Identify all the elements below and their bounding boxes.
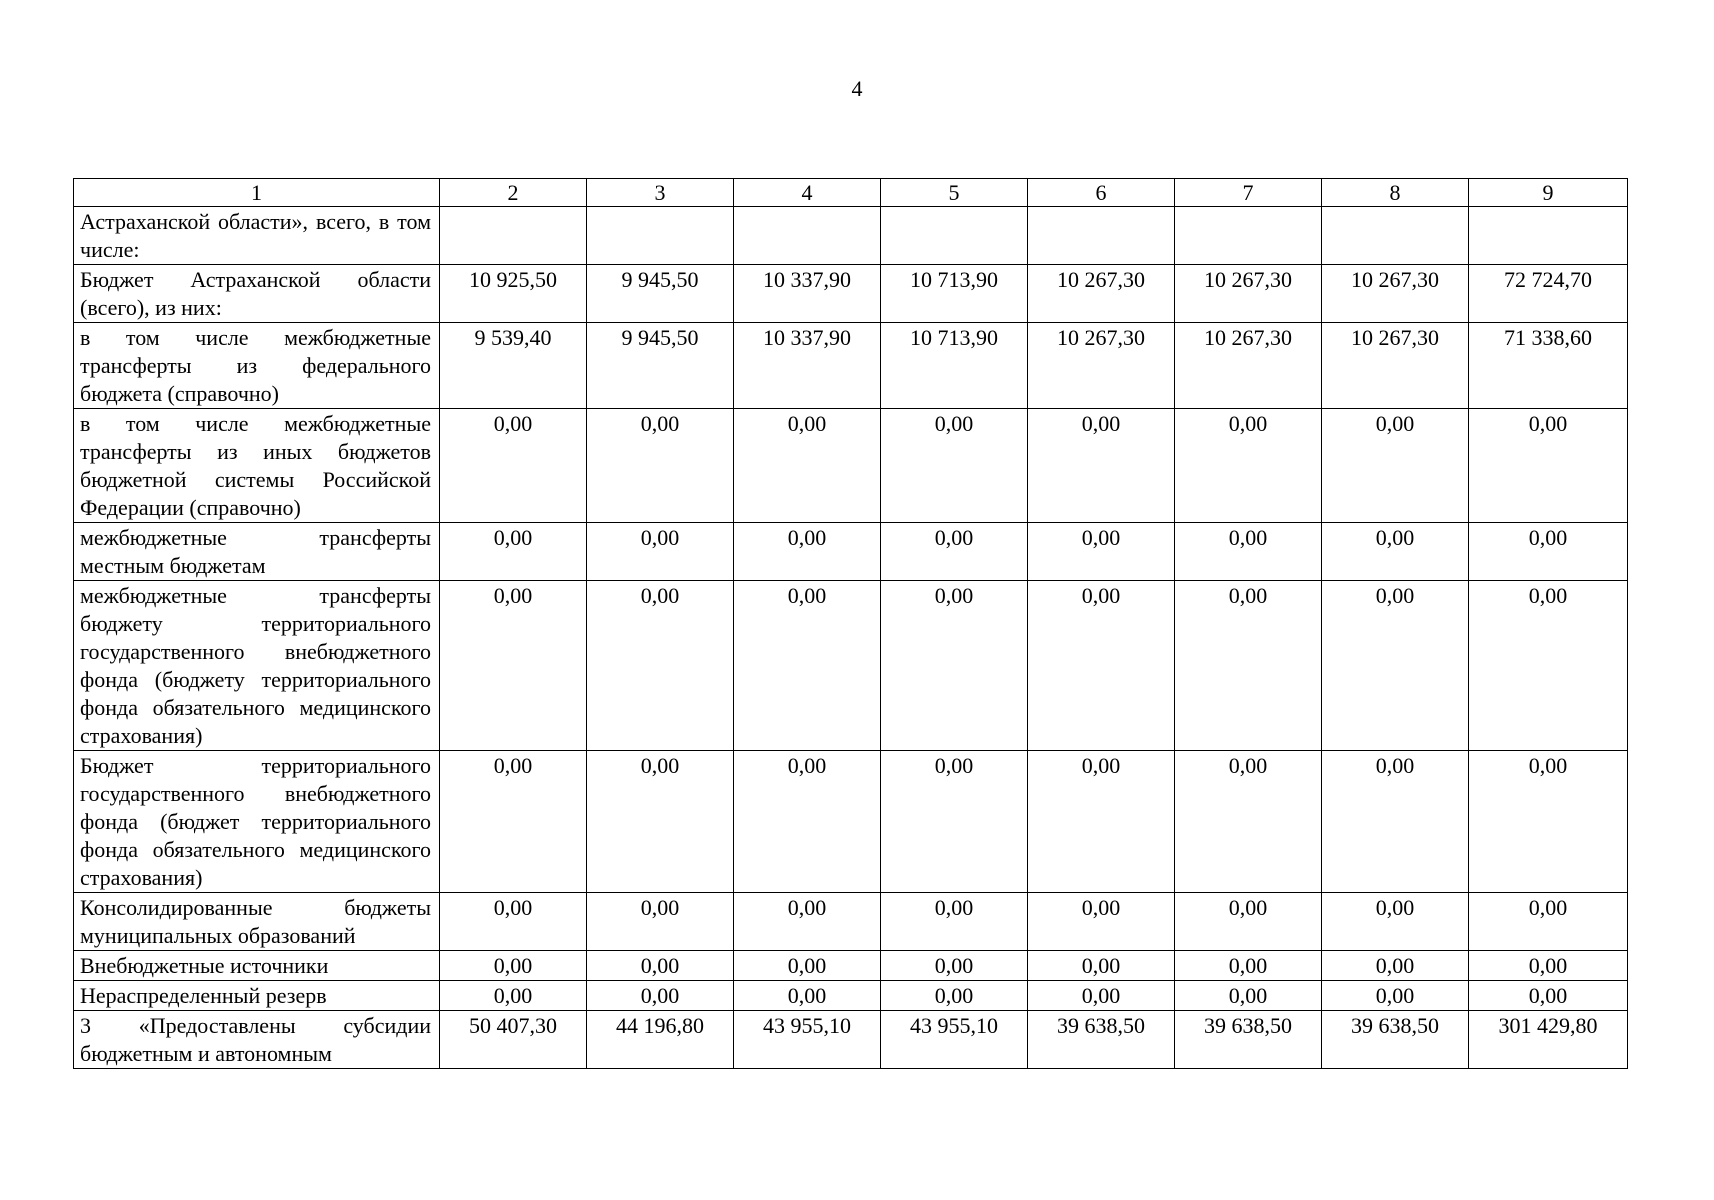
value-cell: 39 638,50	[1028, 1011, 1175, 1069]
value-cell: 0,00	[1322, 409, 1469, 523]
value-cell: 10 267,30	[1322, 265, 1469, 323]
value-cell: 0,00	[1322, 523, 1469, 581]
value-cell: 301 429,80	[1469, 1011, 1628, 1069]
value-cell: 10 267,30	[1028, 323, 1175, 409]
value-cell: 0,00	[1028, 523, 1175, 581]
header-cell: 4	[734, 179, 881, 207]
value-cell	[587, 207, 734, 265]
value-cell: 0,00	[734, 409, 881, 523]
row-label: межбюджетные трансферты местным бюджетам	[74, 523, 440, 581]
value-cell: 0,00	[440, 981, 587, 1011]
value-cell: 0,00	[587, 951, 734, 981]
value-cell: 43 955,10	[734, 1011, 881, 1069]
header-cell: 3	[587, 179, 734, 207]
value-cell: 72 724,70	[1469, 265, 1628, 323]
value-cell: 0,00	[734, 893, 881, 951]
value-cell: 0,00	[440, 409, 587, 523]
value-cell: 10 713,90	[881, 265, 1028, 323]
value-cell: 0,00	[587, 523, 734, 581]
header-cell: 1	[74, 179, 440, 207]
value-cell: 39 638,50	[1175, 1011, 1322, 1069]
value-cell: 50 407,30	[440, 1011, 587, 1069]
table-row	[74, 981, 1628, 1011]
value-cell: 0,00	[734, 981, 881, 1011]
header-cell: 6	[1028, 179, 1175, 207]
value-cell: 10 267,30	[1028, 265, 1175, 323]
value-cell: 0,00	[1469, 951, 1628, 981]
row-label: Внебюджетные источники	[74, 951, 440, 981]
value-cell: 0,00	[1469, 409, 1628, 523]
header-cell: 2	[440, 179, 587, 207]
table-row	[74, 207, 1628, 265]
page-number: 4	[851, 76, 863, 101]
value-cell: 0,00	[440, 751, 587, 893]
value-cell: 0,00	[1175, 951, 1322, 981]
value-cell: 9 945,50	[587, 323, 734, 409]
value-cell: 9 539,40	[440, 323, 587, 409]
value-cell: 0,00	[1469, 581, 1628, 751]
value-cell: 0,00	[1175, 523, 1322, 581]
value-cell: 0,00	[440, 581, 587, 751]
table-row	[74, 523, 1628, 581]
value-cell: 10 267,30	[1322, 323, 1469, 409]
value-cell: 0,00	[1028, 893, 1175, 951]
value-cell: 0,00	[881, 523, 1028, 581]
table-row	[74, 951, 1628, 981]
table-row	[74, 893, 1628, 951]
value-cell: 0,00	[881, 893, 1028, 951]
value-cell: 0,00	[881, 409, 1028, 523]
value-cell: 0,00	[440, 523, 587, 581]
value-cell: 0,00	[1469, 751, 1628, 893]
value-cell: 0,00	[881, 581, 1028, 751]
value-cell: 0,00	[587, 981, 734, 1011]
value-cell: 0,00	[1469, 523, 1628, 581]
row-label: 3 «Предоставлены субсидии бюджетным и автономным	[74, 1011, 440, 1069]
value-cell: 10 337,90	[734, 323, 881, 409]
value-cell	[734, 207, 881, 265]
table-row	[74, 323, 1628, 409]
value-cell: 0,00	[440, 893, 587, 951]
value-cell: 10 713,90	[881, 323, 1028, 409]
table-row	[74, 1011, 1628, 1069]
row-label: в том числе межбюджетные трансферты из федерального бюджета (справочно)	[74, 323, 440, 409]
value-cell: 0,00	[440, 951, 587, 981]
value-cell: 0,00	[1028, 951, 1175, 981]
table-row	[74, 265, 1628, 323]
value-cell: 0,00	[1028, 751, 1175, 893]
value-cell: 0,00	[1175, 893, 1322, 951]
value-cell: 10 267,30	[1175, 323, 1322, 409]
value-cell: 0,00	[1469, 981, 1628, 1011]
value-cell: 0,00	[734, 523, 881, 581]
header-cell: 5	[881, 179, 1028, 207]
value-cell: 0,00	[1028, 409, 1175, 523]
value-cell: 43 955,10	[881, 1011, 1028, 1069]
value-cell: 0,00	[1175, 751, 1322, 893]
value-cell: 0,00	[1469, 893, 1628, 951]
value-cell: 0,00	[587, 581, 734, 751]
value-cell: 0,00	[1028, 581, 1175, 751]
header-cell: 7	[1175, 179, 1322, 207]
value-cell: 0,00	[1175, 581, 1322, 751]
table-row	[74, 409, 1628, 523]
value-cell: 10 925,50	[440, 265, 587, 323]
value-cell: 10 337,90	[734, 265, 881, 323]
row-label: Консолидированные бюджеты муниципальных образований	[74, 893, 440, 951]
value-cell	[1028, 207, 1175, 265]
value-cell	[1322, 207, 1469, 265]
value-cell	[881, 207, 1028, 265]
value-cell	[1175, 207, 1322, 265]
value-cell: 44 196,80	[587, 1011, 734, 1069]
row-label: Нераспределенный резерв	[74, 981, 440, 1011]
value-cell: 0,00	[734, 751, 881, 893]
row-label: Бюджет территориального государственного внебюджетного фонда (бюджет территориального фонда обязательного медицинского страхования)	[74, 751, 440, 893]
value-cell	[1469, 207, 1628, 265]
value-cell: 39 638,50	[1322, 1011, 1469, 1069]
value-cell: 0,00	[1175, 409, 1322, 523]
row-label: Бюджет Астраханской области (всего), из них:	[74, 265, 440, 323]
value-cell: 9 945,50	[587, 265, 734, 323]
value-cell: 0,00	[734, 951, 881, 981]
value-cell: 0,00	[881, 751, 1028, 893]
value-cell: 0,00	[587, 893, 734, 951]
value-cell: 71 338,60	[1469, 323, 1628, 409]
value-cell	[440, 207, 587, 265]
value-cell: 0,00	[1322, 581, 1469, 751]
value-cell: 0,00	[1028, 981, 1175, 1011]
value-cell: 0,00	[587, 409, 734, 523]
value-cell: 0,00	[881, 951, 1028, 981]
value-cell: 0,00	[881, 981, 1028, 1011]
value-cell: 0,00	[1322, 751, 1469, 893]
value-cell: 0,00	[1322, 893, 1469, 951]
row-label: Астраханской области», всего, в том числе:	[74, 207, 440, 265]
row-label: в том числе межбюджетные трансферты из иных бюджетов бюджетной системы Российской Федерации (справочно)	[74, 409, 440, 523]
value-cell: 0,00	[587, 751, 734, 893]
value-cell: 0,00	[1322, 951, 1469, 981]
value-cell: 0,00	[734, 581, 881, 751]
table-row	[74, 581, 1628, 751]
value-cell: 10 267,30	[1175, 265, 1322, 323]
row-label: межбюджетные трансферты бюджету территориального государственного внебюджетного фонда (бюджету территориального фонда обязательного медицинского страхования)	[74, 581, 440, 751]
column-number-row	[74, 179, 1628, 207]
table-row	[74, 751, 1628, 893]
header-cell: 9	[1469, 179, 1628, 207]
header-cell: 8	[1322, 179, 1469, 207]
budget-table	[73, 178, 1628, 1069]
value-cell: 0,00	[1322, 981, 1469, 1011]
value-cell: 0,00	[1175, 981, 1322, 1011]
